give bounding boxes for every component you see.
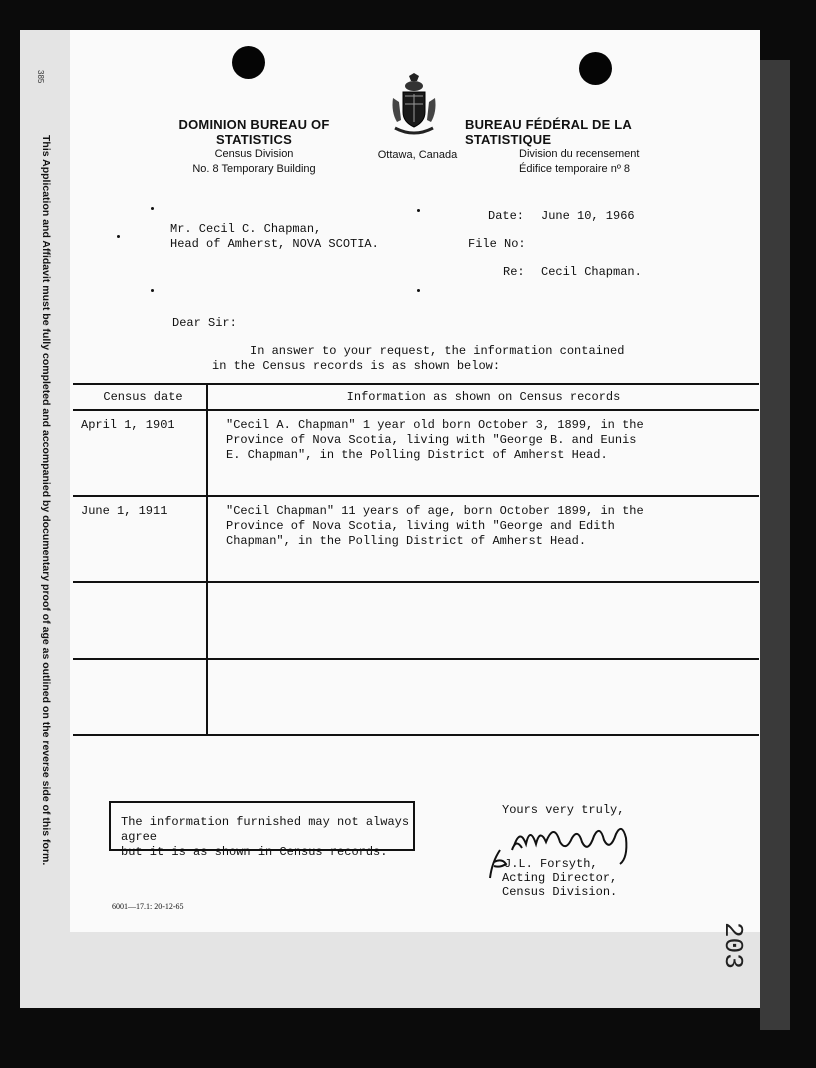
valediction: Yours very truly, (502, 803, 625, 817)
punch-hole-left (232, 46, 265, 79)
col-header-information: Information as shown on Census records (207, 384, 759, 410)
coat-of-arms-icon (389, 72, 439, 142)
row-info-line: "Cecil Chapman" 11 years of age, born October 1899, in the (226, 504, 644, 518)
signatory-name: J.L. Forsyth, (504, 857, 598, 871)
building-en: No. 8 Temporary Building (192, 163, 316, 175)
addressee-line-1: Mr. Cecil C. Chapman, (170, 222, 322, 236)
intro-line-1: In answer to your request, the information contained (250, 344, 625, 358)
signatory-title-2: Census Division. (502, 885, 618, 899)
re-label: Re: (503, 265, 525, 279)
signatory-title-1: Acting Director, (502, 871, 618, 885)
addressee-line-2: Head of Amherst, NOVA SCOTIA. (170, 237, 379, 251)
bureau-title-en: DOMINION BUREAU OF STATISTICS (178, 117, 330, 147)
stray-mark (417, 209, 420, 212)
disclaimer-box (109, 801, 415, 859)
punch-hole-right (579, 52, 612, 85)
building-fr: Édifice temporaire nº 8 (519, 163, 631, 175)
stray-mark (117, 235, 120, 238)
intro-line-2: in the Census records is as shown below: (212, 359, 501, 373)
bureau-title-fr: BUREAU FÉDÉRAL DE LA STATISTIQUE (465, 117, 632, 147)
header-city: Ottawa, Canada (377, 149, 458, 161)
census-table (73, 383, 759, 736)
row-information (207, 410, 759, 496)
row-info-line: Chapman", in the Polling District of Amherst Head. (226, 534, 587, 548)
row-info-line: Province of Nova Scotia, living with "George and Edith (226, 519, 615, 533)
table-row-empty (73, 582, 759, 659)
salutation: Dear Sir: (172, 316, 237, 330)
row-info-line: E. Chapman", in the Polling District of Amherst Head. (226, 448, 608, 462)
col-header-census-date: Census date (73, 384, 207, 410)
empty-cell (207, 582, 759, 659)
empty-cell (73, 582, 207, 659)
table-row (73, 410, 759, 496)
form-number: 6001—17.1: 20-12-65 (112, 902, 184, 911)
page-number: 203 (718, 922, 748, 969)
row-census-date: April 1, 1901 (73, 410, 207, 496)
table-row (73, 496, 759, 582)
disclaimer-line-1: The information furnished may not always agree (121, 815, 410, 844)
header-right (465, 117, 705, 177)
stray-mark (417, 289, 420, 292)
stray-mark (151, 289, 154, 292)
stray-mark (151, 207, 154, 210)
table-header-row (73, 384, 759, 410)
row-information (207, 496, 759, 582)
table-row-empty (73, 659, 759, 736)
side-instruction-text: This Application and Affidavit must be fully completed and accompanied by documentary proof of age as outlined on the reverse side of this form. (40, 135, 52, 866)
row-info-line: "Cecil A. Chapman" 1 year old born October 3, 1899, in the (226, 418, 644, 432)
side-number: 385 (36, 70, 45, 84)
disclaimer-line-2: but it is as shown in Census records. (121, 845, 388, 859)
date-label: Date: (488, 209, 525, 223)
date-value: June 10, 1966 (541, 209, 635, 223)
page-edge-strip (760, 60, 790, 1030)
row-census-date: June 1, 1911 (73, 496, 207, 582)
division-en: Census Division (214, 148, 294, 160)
empty-cell (73, 659, 207, 736)
file-no-label: File No: (468, 237, 526, 251)
re-value: Cecil Chapman. (541, 265, 642, 279)
empty-cell (207, 659, 759, 736)
row-info-line: Province of Nova Scotia, living with "George B. and Eunis (226, 433, 637, 447)
division-fr: Division du recensement (519, 148, 640, 160)
header-left (144, 117, 364, 177)
